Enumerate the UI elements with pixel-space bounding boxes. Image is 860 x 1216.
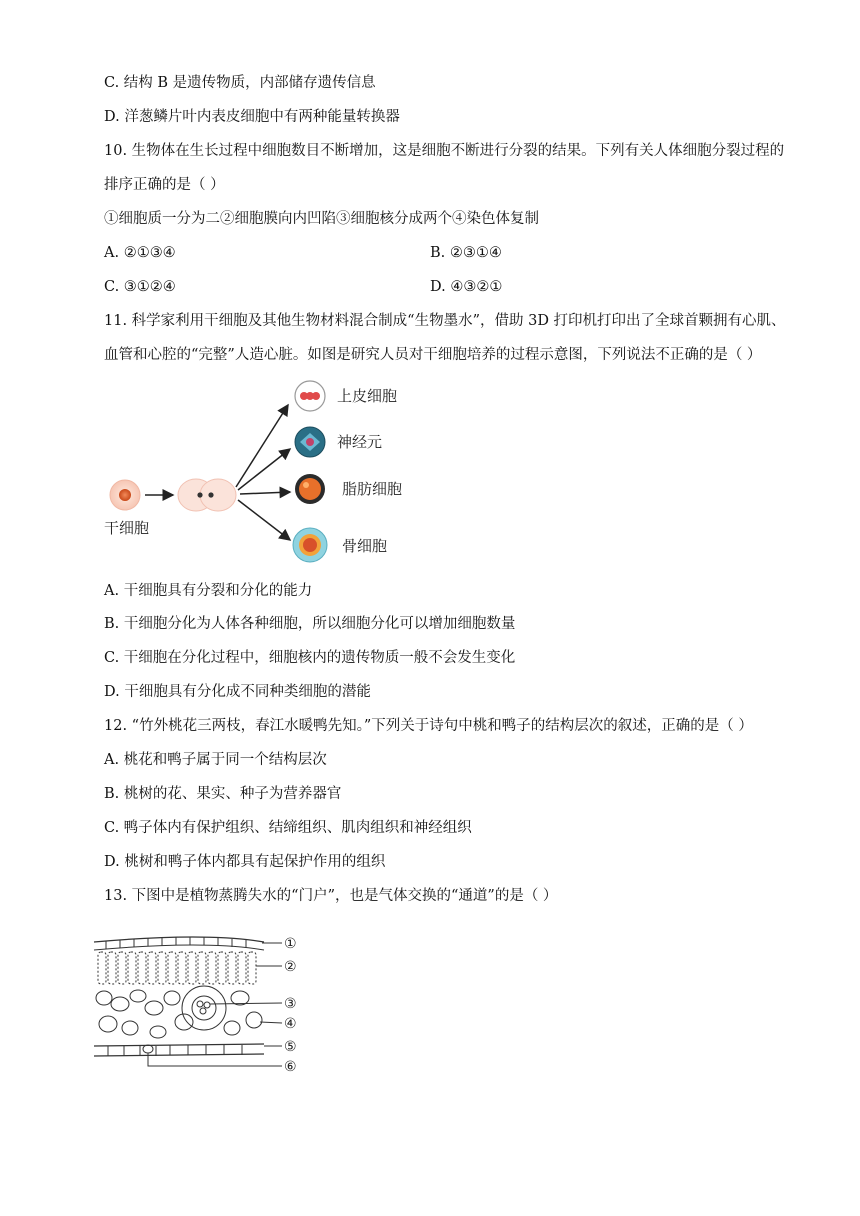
q10-option-c: C. ③①②④ (104, 279, 176, 295)
label-fat-cell: 脂肪细胞 (342, 480, 403, 498)
stoma-icon (143, 1045, 153, 1053)
label-stem-cell: 干细胞 (104, 519, 150, 537)
q12-option-b: B. 桃树的花、果实、种子为营养器官 (104, 786, 342, 802)
leaf-section-figure (86, 928, 336, 1078)
q12-stem: 12. “竹外桃花三两枝，春江水暖鸭先知。”下列关于诗句中桃和鸭子的结构层次的叙述，正确的是（ ） (104, 718, 753, 734)
dividing-cell-icon (178, 479, 236, 511)
leaf-label-1: ① (284, 936, 297, 952)
fat-cell-icon (295, 474, 325, 504)
epithelial-cell-icon (295, 381, 325, 411)
label-neuron: 神经元 (337, 433, 383, 451)
label-bone-cell: 骨细胞 (342, 537, 388, 555)
leaf-label-3: ③ (284, 996, 297, 1012)
q10-option-d: D. ④③②① (430, 279, 503, 295)
q11-stem-line2: 血管和心腔的“完整”人造心脏。如图是研究人员对干细胞培养的过程示意图，下列说法不正确的是（ ） (104, 347, 762, 363)
q10-stem-line1: 10. 生物体在生长过程中细胞数目不断增加，这是细胞不断进行分裂的结果。下列有关人体细胞分裂过程的 (104, 143, 785, 159)
leaf-label-2: ② (284, 959, 297, 975)
q11-stem-line1: 11. 科学家利用干细胞及其他生物材料混合制成“生物墨水”，借助 3D 打印机打印出了全球首颗拥有心肌、 (104, 313, 786, 329)
q10-steps: ①细胞质一分为二②细胞膜向内凹陷③细胞核分成两个④染色体复制 (104, 211, 539, 227)
leaf-label-4: ④ (284, 1016, 297, 1032)
stem-cell-figure (100, 372, 420, 572)
q11-option-a: A. 干细胞具有分裂和分化的能力 (104, 583, 313, 599)
q11-option-c: C. 干细胞在分化过程中，细胞核内的遗传物质一般不会发生变化 (104, 650, 516, 666)
q10-option-a: A. ②①③④ (104, 245, 176, 261)
q10-stem-line2: 排序正确的是（ ） (104, 177, 225, 193)
bone-cell-icon (293, 528, 327, 562)
q13-stem: 13. 下图中是植物蒸腾失水的“门户”，也是气体交换的“通道”的是（ ） (104, 888, 558, 904)
neuron-icon (295, 427, 325, 457)
q10-option-b: B. ②③①④ (430, 245, 502, 261)
leaf-label-5: ⑤ (284, 1039, 297, 1055)
label-epithelial: 上皮细胞 (337, 387, 398, 405)
leaf-label-6: ⑥ (284, 1059, 297, 1075)
q9-option-d: D. 洋葱鳞片叶内表皮细胞中有两种能量转换器 (104, 109, 400, 125)
q12-option-a: A. 桃花和鸭子属于同一个结构层次 (104, 752, 327, 768)
q11-option-d: D. 干细胞具有分化成不同种类细胞的潜能 (104, 684, 371, 700)
q11-option-b: B. 干细胞分化为人体各种细胞，所以细胞分化可以增加细胞数量 (104, 616, 516, 632)
q12-option-c: C. 鸭子体内有保护组织、结缔组织、肌肉组织和神经组织 (104, 820, 472, 836)
q12-option-d: D. 桃树和鸭子体内都具有起保护作用的组织 (104, 854, 386, 870)
q9-option-c: C. 结构 B 是遗传物质，内部储存遗传信息 (104, 75, 376, 91)
